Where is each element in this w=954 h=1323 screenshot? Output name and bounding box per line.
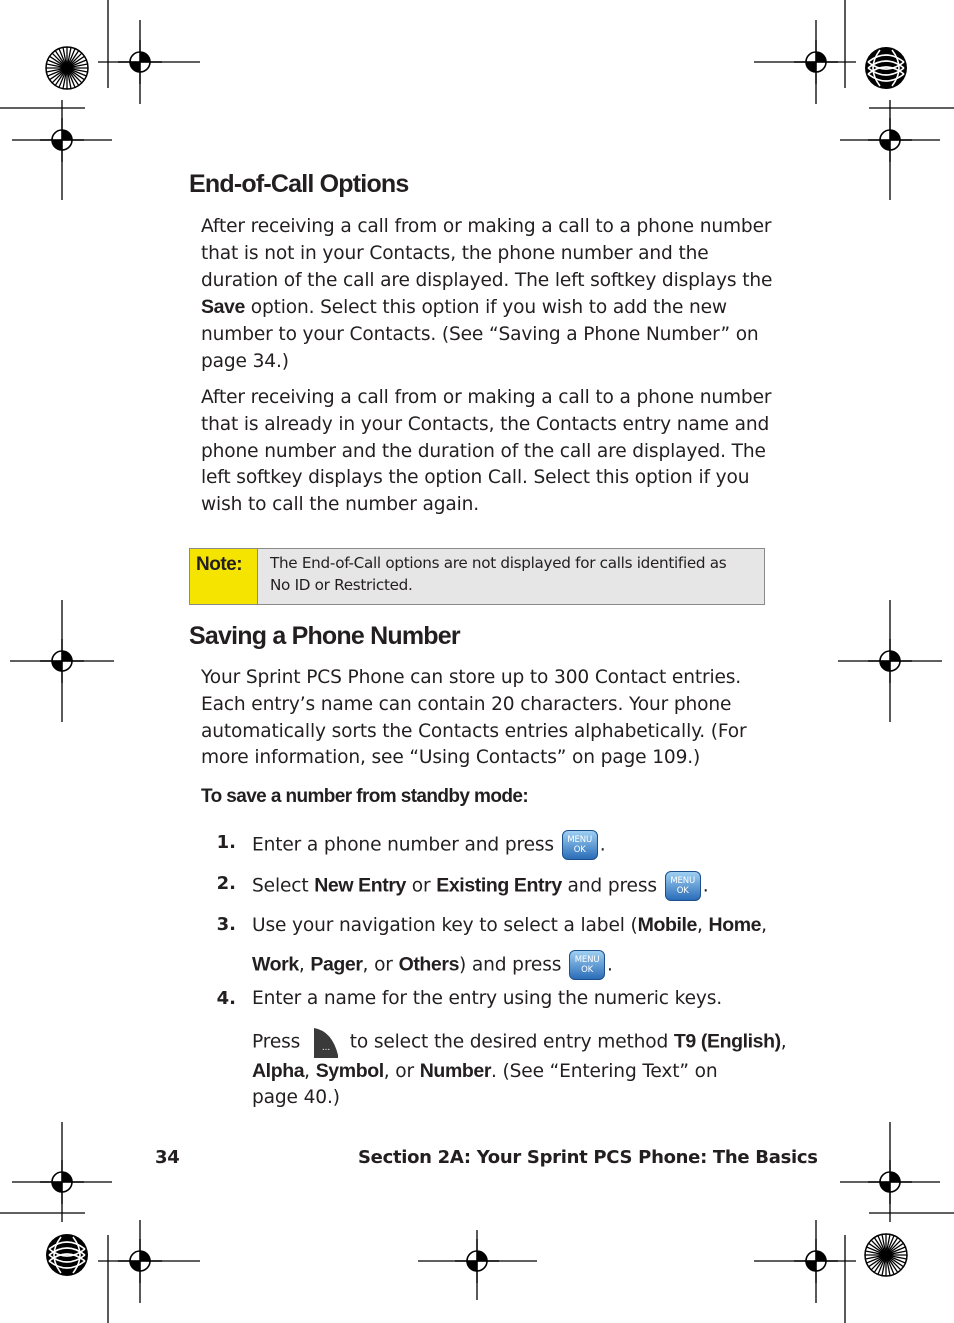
end-of-call-paragraph-1: After receiving a call from or making a call to a phone number that is not in your Contacts, the phone number and the duration of the call are displayed. The left softkey displays the Save option. Select this option if you wish to add the new number to your Contacts. (See “Saving a Phone Number” on page 34.) [201, 216, 773, 372]
note-text: The End-of-Call options are not displayed for calls identified as No ID or Restricted. [270, 554, 727, 594]
menu-ok-key-icon: MENU OK [569, 950, 605, 980]
step-4-line-3: Alpha, Symbol, or Number. (See “Entering Text” on [252, 1060, 718, 1082]
step-3-line-1: Use your navigation key to select a label (Mobile, Home, [252, 914, 767, 936]
procedure-title: To save a number from standby mode: [201, 786, 529, 807]
end-of-call-paragraph-2: After receiving a call from or making a call to a phone number that is already in your Contacts, the Contacts entry name and phone number and the duration of the call are displayed. The left softkey displays the option Call. Select this option if you wish to call the number again. [201, 387, 772, 516]
note-box [189, 548, 765, 605]
step-2-number: 2. [216, 873, 236, 894]
page-number: 34 [155, 1147, 180, 1168]
menu-ok-key-icon: MENU OK [665, 871, 701, 901]
footer-section-title: Section 2A: Your Sprint PCS Phone: The Basics [358, 1147, 818, 1168]
section-title-saving-number: Saving a Phone Number [189, 622, 460, 650]
step-2-line-1: Select New Entry or Existing Entry and press MENU OK . [252, 871, 708, 901]
section-title-end-of-call: End-of-Call Options [189, 170, 409, 198]
step-4-line-2: Press ... to select the desired entry method T9 (English), [252, 1025, 786, 1059]
saving-number-paragraph: Your Sprint PCS Phone can store up to 300 Contact entries. Each entry’s name can contain 20 characters. Your phone automatically sorts the Contacts entries alphabetically. (For more information, see “Using Contacts” on page 109.) [201, 667, 747, 769]
step-4-number: 4. [216, 988, 236, 1009]
step-3-number: 3. [216, 914, 236, 935]
menu-ok-key-icon: MENU OK [562, 830, 598, 860]
step-4-line-1: Enter a name for the entry using the numeric keys. [252, 988, 723, 1009]
step-4-line-4: page 40.) [252, 1087, 340, 1108]
svg-text:...: ... [321, 1043, 331, 1053]
left-softkey-icon [310, 1025, 340, 1059]
step-1-line-1: Enter a phone number and press MENU OK . [252, 830, 605, 860]
step-3-line-2: Work, Pager, or Others) and press MENU OK . [252, 950, 613, 980]
step-1-number: 1. [216, 832, 236, 853]
note-label: Note: [190, 549, 258, 604]
